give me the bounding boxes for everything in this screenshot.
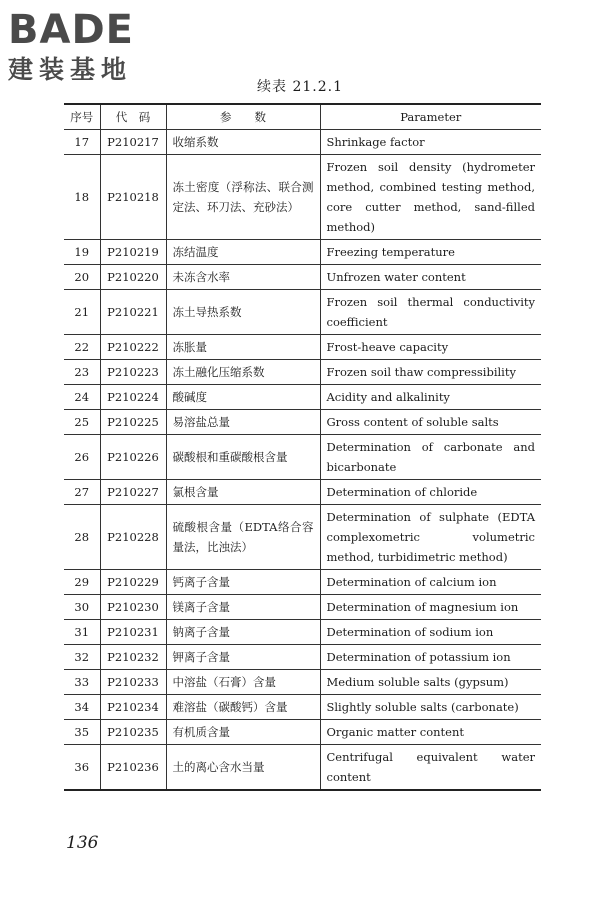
row-en-parameter: Frozen soil thermal conductivity coefficient — [320, 290, 541, 335]
table-row — [64, 435, 541, 480]
row-cn-parameter: 未冻含水率 — [166, 265, 320, 290]
row-number: 29 — [64, 570, 100, 595]
row-code: P210232 — [100, 645, 166, 670]
row-code: P210227 — [100, 480, 166, 505]
row-cn-parameter: 碳酸根和重碳酸根含量 — [166, 435, 320, 480]
row-number: 20 — [64, 265, 100, 290]
table-row — [64, 480, 541, 505]
row-number: 24 — [64, 385, 100, 410]
row-cn-parameter: 冻土导热系数 — [166, 290, 320, 335]
row-en-parameter: Determination of magnesium ion — [320, 595, 541, 620]
table-row — [64, 505, 541, 570]
row-code: P210217 — [100, 130, 166, 155]
row-number: 19 — [64, 240, 100, 265]
table-row — [64, 130, 541, 155]
table-row — [64, 645, 541, 670]
row-en-parameter: Determination of sodium ion — [320, 620, 541, 645]
row-en-parameter: Determination of carbonate and bicarbonate — [320, 435, 541, 480]
table-row — [64, 360, 541, 385]
table-body — [64, 130, 541, 791]
row-code: P210236 — [100, 745, 166, 791]
header-en-parameter: Parameter — [320, 104, 541, 130]
row-en-parameter: Determination of calcium ion — [320, 570, 541, 595]
row-code: P210233 — [100, 670, 166, 695]
row-en-parameter: Shrinkage factor — [320, 130, 541, 155]
row-cn-parameter: 氯根含量 — [166, 480, 320, 505]
row-number: 23 — [64, 360, 100, 385]
page-number: 136 — [66, 833, 99, 853]
row-code: P210231 — [100, 620, 166, 645]
logo-chinese-text: 建装基地 — [8, 55, 133, 84]
row-en-parameter: Organic matter content — [320, 720, 541, 745]
header-code: 代 码 — [100, 104, 166, 130]
row-en-parameter: Frozen soil density (hydrometer method, combined testing method, core cutter method, sand-filled method) — [320, 155, 541, 240]
row-number: 34 — [64, 695, 100, 720]
row-cn-parameter: 中溶盐（石膏）含量 — [166, 670, 320, 695]
table-header-row — [64, 104, 541, 130]
row-en-parameter: Determination of chloride — [320, 480, 541, 505]
row-cn-parameter: 钙离子含量 — [166, 570, 320, 595]
table-row — [64, 670, 541, 695]
row-number: 35 — [64, 720, 100, 745]
row-cn-parameter: 酸碱度 — [166, 385, 320, 410]
row-code: P210225 — [100, 410, 166, 435]
row-cn-parameter: 土的离心含水当量 — [166, 745, 320, 791]
table-caption: 续表 21.2.1 — [257, 79, 343, 95]
table-row — [64, 265, 541, 290]
row-en-parameter: Gross content of soluble salts — [320, 410, 541, 435]
row-en-parameter: Centrifugal equivalent water content — [320, 745, 541, 791]
row-cn-parameter: 硫酸根含量（EDTA络合容量法，比浊法） — [166, 505, 320, 570]
row-number: 36 — [64, 745, 100, 791]
row-number: 27 — [64, 480, 100, 505]
row-en-parameter: Slightly soluble salts (carbonate) — [320, 695, 541, 720]
row-number: 32 — [64, 645, 100, 670]
row-number: 22 — [64, 335, 100, 360]
row-code: P210220 — [100, 265, 166, 290]
row-en-parameter: Acidity and alkalinity — [320, 385, 541, 410]
row-code: P210222 — [100, 335, 166, 360]
row-code: P210221 — [100, 290, 166, 335]
row-code: P210218 — [100, 155, 166, 240]
parameter-table — [64, 103, 541, 791]
header-no: 序号 — [64, 104, 100, 130]
row-code: P210226 — [100, 435, 166, 480]
row-en-parameter: Unfrozen water content — [320, 265, 541, 290]
row-en-parameter: Frost-heave capacity — [320, 335, 541, 360]
row-cn-parameter: 冻土密度（浮称法、联合测定法、环刀法、充砂法） — [166, 155, 320, 240]
row-code: P210219 — [100, 240, 166, 265]
row-cn-parameter: 钾离子含量 — [166, 645, 320, 670]
header-cn-parameter: 参 数 — [166, 104, 320, 130]
table-row — [64, 745, 541, 791]
row-number: 33 — [64, 670, 100, 695]
table-row — [64, 620, 541, 645]
row-number: 30 — [64, 595, 100, 620]
row-code: P210224 — [100, 385, 166, 410]
table-row — [64, 595, 541, 620]
row-cn-parameter: 冻结温度 — [166, 240, 320, 265]
row-cn-parameter: 有机质含量 — [166, 720, 320, 745]
row-code: P210230 — [100, 595, 166, 620]
table-row — [64, 240, 541, 265]
table-row — [64, 335, 541, 360]
row-en-parameter: Determination of sulphate (EDTA complexometric volumetric method, turbidimetric method) — [320, 505, 541, 570]
row-code: P210228 — [100, 505, 166, 570]
row-code: P210229 — [100, 570, 166, 595]
table-row — [64, 695, 541, 720]
row-cn-parameter: 钠离子含量 — [166, 620, 320, 645]
row-code: P210235 — [100, 720, 166, 745]
table-row — [64, 155, 541, 240]
row-number: 28 — [64, 505, 100, 570]
row-number: 25 — [64, 410, 100, 435]
logo-latin-text: BADE — [8, 7, 134, 53]
row-code: P210234 — [100, 695, 166, 720]
row-en-parameter: Freezing temperature — [320, 240, 541, 265]
row-number: 18 — [64, 155, 100, 240]
row-cn-parameter: 收缩系数 — [166, 130, 320, 155]
row-cn-parameter: 难溶盐（碳酸钙）含量 — [166, 695, 320, 720]
row-number: 31 — [64, 620, 100, 645]
table-row — [64, 720, 541, 745]
row-number: 21 — [64, 290, 100, 335]
table-row — [64, 410, 541, 435]
row-code: P210223 — [100, 360, 166, 385]
row-cn-parameter: 易溶盐总量 — [166, 410, 320, 435]
row-cn-parameter: 冻胀量 — [166, 335, 320, 360]
row-cn-parameter: 冻土融化压缩系数 — [166, 360, 320, 385]
table-row — [64, 290, 541, 335]
row-cn-parameter: 镁离子含量 — [166, 595, 320, 620]
row-number: 26 — [64, 435, 100, 480]
row-en-parameter: Frozen soil thaw compressibility — [320, 360, 541, 385]
row-en-parameter: Medium soluble salts (gypsum) — [320, 670, 541, 695]
row-en-parameter: Determination of potassium ion — [320, 645, 541, 670]
table-row — [64, 385, 541, 410]
row-number: 17 — [64, 130, 100, 155]
table-row — [64, 570, 541, 595]
